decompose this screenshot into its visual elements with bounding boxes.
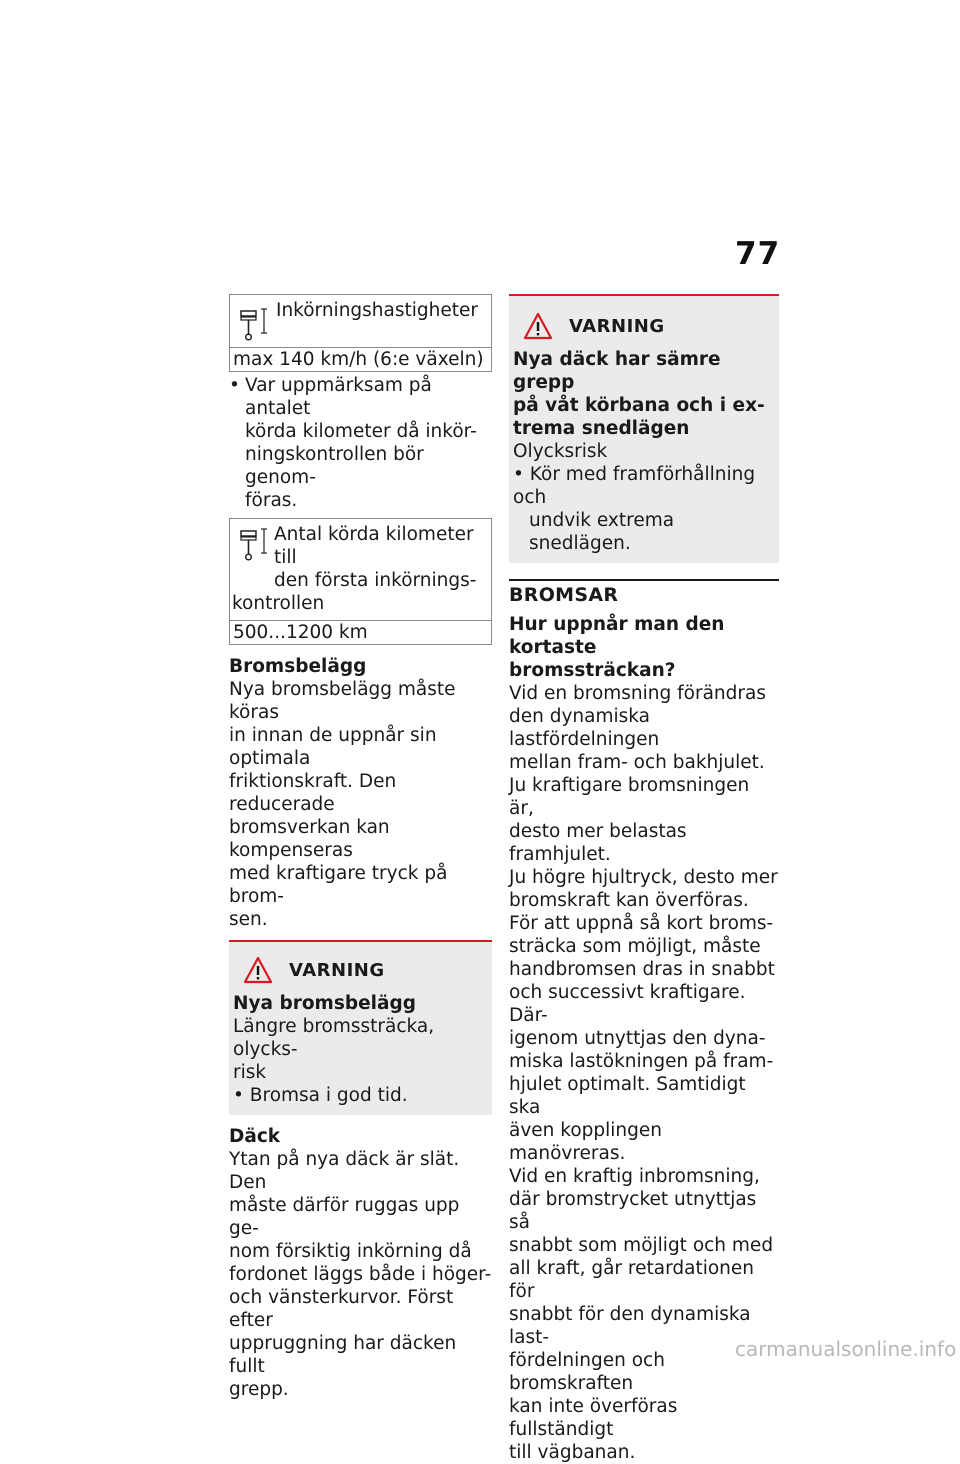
text-line: handbromsen dras in snabbt [509, 959, 775, 980]
text-line: desto mer belastas framhjulet. [509, 821, 687, 865]
text-line: och vänsterkurvor. Först efter [229, 1287, 454, 1331]
text-line: bromsverkan kan kompenseras [229, 817, 390, 861]
warning-box-new-tyres [509, 294, 779, 563]
page-number: 77 [735, 236, 781, 272]
text-line: föras. [245, 490, 298, 511]
warning-triangle-icon [523, 311, 553, 341]
spec-label-row [230, 519, 491, 620]
text-line: Ju högre hjultryck, desto mer [509, 867, 778, 888]
text-line: måste därför ruggas upp ge- [229, 1195, 460, 1239]
heading-tyres: Däck [229, 1126, 281, 1147]
text-line: snabbt som möjligt och med [509, 1235, 774, 1256]
text-line: Nya bromsbelägg måste köras [229, 679, 456, 723]
text-line: Ju kraftigare bromsningen är, [509, 775, 750, 819]
text-line: även kopplingen manövreras. [509, 1120, 662, 1164]
subheading: bromssträckan? [509, 660, 676, 681]
text-line: grepp. [229, 1379, 289, 1400]
subheading: Hur uppnår man den kortaste [509, 614, 725, 658]
engine-piston-icon [238, 525, 272, 563]
spec-value: max 140 km/h (6:e växeln) [230, 347, 491, 371]
text-line: till vägbanan. [509, 1442, 636, 1463]
text-line: fördelningen och bromskraften [509, 1350, 665, 1394]
spec-table-break-in-check [229, 518, 492, 645]
engine-piston-icon [238, 305, 272, 343]
text-line: Vid en bromsning förändras [509, 683, 766, 704]
text-line: snabbt för den dynamiska last- [509, 1304, 751, 1348]
bullet-dot: • [229, 375, 240, 396]
text-line: nom försiktig inkörning då [229, 1241, 472, 1262]
text-line: all kraft, går retardationen för [509, 1258, 754, 1302]
text-line: den dynamiska lastfördelningen [509, 706, 660, 750]
warning-risk: Olycksrisk [513, 441, 608, 462]
text-line: in innan de uppnår sin optimala [229, 725, 437, 769]
warning-title: VARNING [289, 959, 385, 981]
text-line: För att uppnå så kort broms- [509, 913, 774, 934]
text-line: sträcka som möjligt, måste [509, 936, 761, 957]
warning-header [243, 948, 488, 992]
text-line: där bromstrycket utnyttjas så [509, 1189, 757, 1233]
text-line: hjulet optimalt. Samtidigt ska [509, 1074, 746, 1118]
spec-label: Antal körda kilometer till [274, 524, 474, 568]
bullet-text: Bromsa i god tid. [249, 1085, 408, 1106]
text-line: Längre bromssträcka, olycks- [233, 1016, 435, 1060]
text-line: fordonet läggs både i höger- [229, 1264, 492, 1285]
text-line: igenom utnyttjas den dyna- [509, 1028, 766, 1049]
right-column [509, 294, 779, 1464]
text-line: uppruggning har däcken fullt [229, 1333, 457, 1377]
text-line: kan inte överföras fullständigt [509, 1396, 678, 1440]
text-line: Vid en kraftig inbromsning, [509, 1166, 760, 1187]
text-line: och successivt kraftigare. Där- [509, 982, 746, 1026]
text-line: risk [233, 1062, 267, 1083]
spec-label: Inkörningshastigheter [276, 300, 478, 321]
heading-brake-pads: Bromsbelägg [229, 656, 367, 677]
section-title-brakes: BROMSAR [509, 579, 779, 607]
spec-table-break-in-speed [229, 294, 492, 372]
text-line: med kraftigare tryck på brom- [229, 863, 448, 907]
warning-heading: Nya däck har sämre grepp [513, 349, 721, 393]
footer-watermark: carmanualsonline.info [735, 1337, 957, 1361]
left-column [229, 294, 492, 1401]
bullet-item: • Kör med framförhållning och [513, 464, 756, 508]
text-line: ningskontrollen bör genom- [245, 444, 424, 488]
text-line: Ytan på nya däck är slät. Den [229, 1149, 460, 1193]
text-line: friktionskraft. Den reducerade [229, 771, 397, 815]
text-line: körda kilometer då inkör- [245, 421, 477, 442]
spec-label-row [230, 295, 491, 347]
text-line: bromskraft kan överföras. [509, 890, 749, 911]
bullet-item: • Bromsa i god tid. [233, 1085, 408, 1106]
warning-heading: trema snedlägen [513, 418, 690, 439]
warning-heading: på våt körbana och i ex- [513, 395, 765, 416]
text-line: mellan fram- och bakhjulet. [509, 752, 765, 773]
warning-title: VARNING [569, 315, 665, 337]
text-line: miska lastökningen på fram- [509, 1051, 774, 1072]
warning-header [523, 304, 775, 348]
warning-box-brake-pads [229, 940, 492, 1115]
bullet-item [229, 374, 492, 512]
spec-value: 500...1200 km [230, 620, 491, 644]
spec-label: den första inkörnings- [274, 570, 477, 591]
bullet-continuation: undvik extrema snedlägen. [529, 510, 675, 554]
warning-heading: Nya bromsbelägg [233, 993, 416, 1014]
spec-label: kontrollen [232, 593, 325, 614]
text-line: sen. [229, 909, 268, 930]
bullet-text: Kör med framförhållning och [513, 464, 756, 508]
warning-triangle-icon [243, 955, 273, 985]
text-line: Var uppmärksam på antalet [245, 375, 432, 419]
